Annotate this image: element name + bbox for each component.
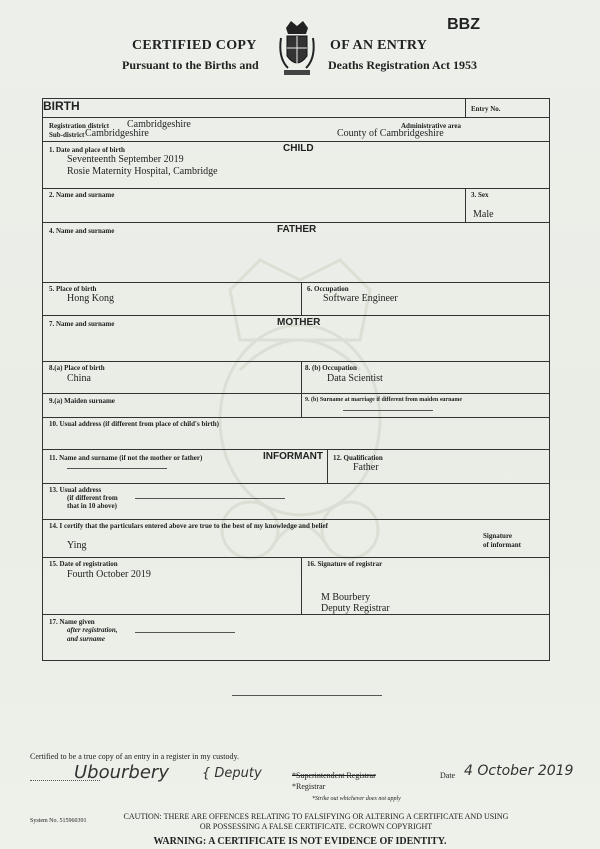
certified-text: Certified to be a true copy of an entry in a register in my custody. [30, 752, 239, 761]
header-right-subtitle: Deaths Registration Act 1953 [328, 58, 477, 72]
field-17-label-2: after registration, [67, 626, 118, 634]
birth-entry-form [42, 98, 550, 661]
reg-district-value: Cambridgeshire [127, 119, 191, 130]
field-14-value: Ying [67, 540, 87, 551]
form-title: BIRTH [43, 99, 80, 113]
field-17-label-3: and surname [67, 635, 105, 643]
field-7-label: 7. Name and surname [49, 320, 115, 328]
royal-coat-of-arms-icon [278, 18, 316, 78]
field-6-label: 6. Occupation [307, 285, 349, 293]
field-14-label: 14. I certify that the particulars entered above are true to the best of my knowledge and belief [49, 522, 328, 530]
deputy-handwritten: { Deputy [202, 766, 262, 781]
date-handwritten: 4 October 2019 [464, 763, 574, 779]
blank-line [232, 695, 382, 696]
header-left-title: CERTIFIED COPY [132, 38, 257, 53]
informant-heading: INFORMANT [263, 451, 323, 462]
child-heading: CHILD [283, 143, 314, 154]
field-12-value: Father [353, 462, 379, 473]
field-1-line1: Seventeenth September 2019 [67, 154, 184, 165]
field-9b-label: 9. (b) Surname at marriage if different from maiden surname [305, 397, 463, 403]
field-13-label-3: that in 10 above) [67, 502, 117, 510]
caution-line-2: OR POSSESSING A FALSE CERTIFICATE. ©CROWN COPYRIGHT [199, 822, 433, 831]
field-11-label: 11. Name and surname (if not the mother or father) [49, 454, 203, 462]
field-15-value: Fourth October 2019 [67, 569, 151, 580]
sub-district-label: Sub-district [49, 131, 85, 139]
entry-no-label: Entry No. [471, 105, 501, 113]
field-8a-label: 8.(a) Place of birth [49, 364, 105, 372]
admin-area-label: Administrative area [401, 122, 461, 130]
field-17-label: 17. Name given [49, 618, 95, 626]
field-9a-label: 9.(a) Maiden surname [49, 397, 115, 405]
mother-heading: MOTHER [277, 317, 321, 328]
registrar-text: *Registrar [292, 782, 326, 791]
field-8b-value: Data Scientist [327, 373, 383, 384]
sub-district-value: Cambridgeshire [85, 128, 149, 139]
signature-informant-label-2: of informant [483, 541, 521, 549]
field-3-label: 3. Sex [471, 191, 489, 199]
field-2-label: 2. Name and surname [49, 191, 115, 199]
field-10-label: 10. Usual address (if different from place of child's birth) [49, 420, 219, 428]
field-15-label: 15. Date of registration [49, 560, 118, 568]
field-13-label-2: (if different from [67, 494, 118, 502]
field-8a-value: China [67, 373, 91, 384]
superintendent-registrar-text: *Superintendent Registrar [292, 771, 376, 780]
signature-informant-label: Signature [483, 532, 513, 540]
field-5-label: 5. Place of birth [49, 285, 97, 293]
date-label: Date [440, 771, 456, 780]
field-16-value-2: Deputy Registrar [321, 603, 390, 614]
caution-line-1: CAUTION: THERE ARE OFFENCES RELATING TO FALSIFYING OR ALTERING A CERTIFICATE AND USING [123, 812, 509, 821]
field-1-label: 1. Date and place of birth [49, 146, 125, 154]
header-left-subtitle: Pursuant to the Births and [122, 58, 259, 72]
reg-district-label: Registration district [49, 122, 110, 130]
field-6-value: Software Engineer [323, 293, 398, 304]
father-heading: FATHER [277, 224, 317, 235]
field-3-value: Male [473, 209, 494, 220]
warning-text: WARNING: A CERTIFICATE IS NOT EVIDENCE OF IDENTITY. [153, 836, 447, 847]
header-right-title: OF AN ENTRY [330, 38, 428, 53]
field-13-label: 13. Usual address [49, 486, 102, 494]
field-16-label: 16. Signature of registrar [307, 560, 383, 568]
field-1-line2: Rosie Maternity Hospital, Cambridge [67, 166, 218, 177]
field-8b-label: 8. (b) Occupation [305, 364, 357, 372]
registrar-signature: Ubourbery [74, 762, 169, 783]
field-16-value: M Bourbery [321, 592, 371, 603]
field-4-label: 4. Name and surname [49, 227, 115, 235]
document-code: BBZ [447, 16, 480, 33]
strike-note: *Strike out whichever does not apply [312, 796, 401, 802]
system-number: System No. 515960391 [30, 818, 87, 824]
field-5-value: Hong Kong [67, 293, 114, 304]
admin-area-value: County of Cambridgeshire [337, 128, 444, 139]
field-12-label: 12. Qualification [333, 454, 383, 462]
